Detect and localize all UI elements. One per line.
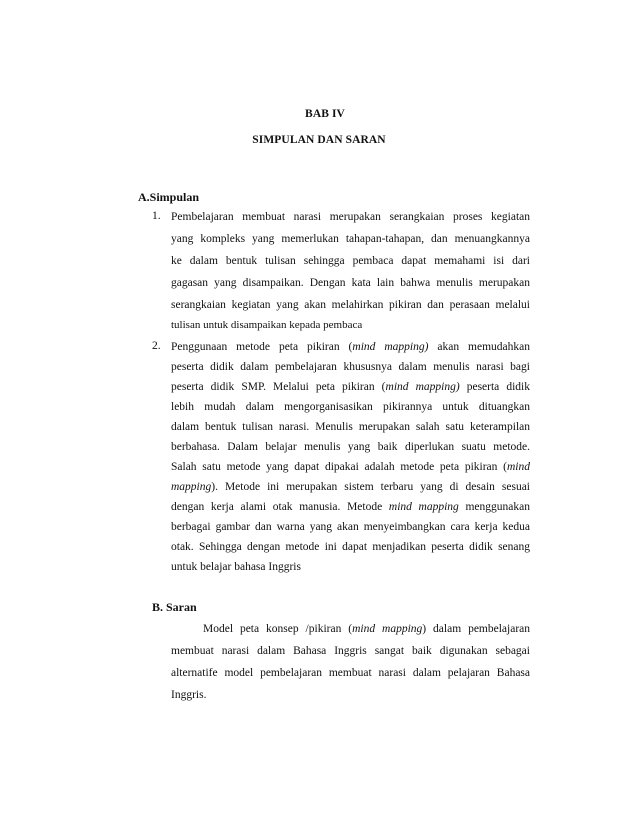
section-b-line-1: Model peta konsep /pikiran (mind mapping) dalam pembelajaran [203,623,531,635]
section-b-line-3: alternatife model pembelajaran membuat narasi dalam pelajaran Bahasa [171,667,530,679]
section-a-heading: A.Simpulan [138,190,200,204]
item-2-line-1: Penggunaan metode peta pikiran (mind mapping) akan memudahkan [171,341,530,353]
item-1-line-6: tulisan untuk disampaikan kepada pembaca [171,319,363,331]
item-1-line-3: ke dalam bentuk tulisan sehingga pembaca dapat memahami isi dari [171,255,530,267]
item-1-line-1: Pembelajaran membuat narasi merupakan serangkaian proses kegiatan [171,211,530,223]
item-1-line-4: gagasan yang disampaikan. Dengan kata lain bahwa menulis merupakan [171,277,530,289]
item-2-line-2: peserta didik dalam pembelajaran khususnya dalam menulis narasi bagi [171,361,530,373]
section-b-line-4: Inggris. [171,689,207,701]
item-1-line-2: yang kompleks yang memerlukan tahapan-tahapan, dan menuangkannya [171,233,530,245]
item-2-line-12: untuk belajar bahasa Inggris [171,561,301,573]
item-2-line-7: Salah satu metode yang dapat dipakai adalah metode peta pikiran (mind [171,461,530,473]
chapter-label: BAB IV [305,108,345,120]
item-1-number: 1. [152,210,161,222]
item-2-number: 2. [152,340,161,352]
item-2-line-6: berbahasa. Dalam belajar menulis yang baik diperlukan suatu metode. [171,441,530,453]
chapter-title: SIMPULAN DAN SARAN [252,134,386,146]
item-2-line-8: mapping). Metode ini merupakan sistem terbaru yang di desain sesuai [171,481,530,493]
item-2-line-10: berbagai gambar dan warna yang akan menyeimbangkan cara kerja kedua [171,521,530,533]
item-2-line-5: dalam bentuk tulisan narasi. Menulis merupakan salah satu keterampilan [171,421,530,433]
section-b-heading: B. Saran [152,600,197,614]
item-2-line-4: lebih mudah dalam mengorganisasikan pikirannya untuk dituangkan [171,401,530,413]
section-b-line-2: membuat narasi dalam Bahasa Inggris sangat baik digunakan sebagai [171,645,530,657]
item-2-line-9: dengan kerja alami otak manusia. Metode mind mapping menggunakan [171,501,530,513]
item-1-line-5: serangkaian kegiatan yang akan melahirkan pikiran dan perasaan melalui [171,299,530,311]
item-2-line-3: peserta didik SMP. Melalui peta pikiran (mind mapping) peserta didik [171,381,530,393]
item-2-line-11: otak. Sehingga dengan metode ini dapat menjadikan peserta didik senang [171,541,530,553]
